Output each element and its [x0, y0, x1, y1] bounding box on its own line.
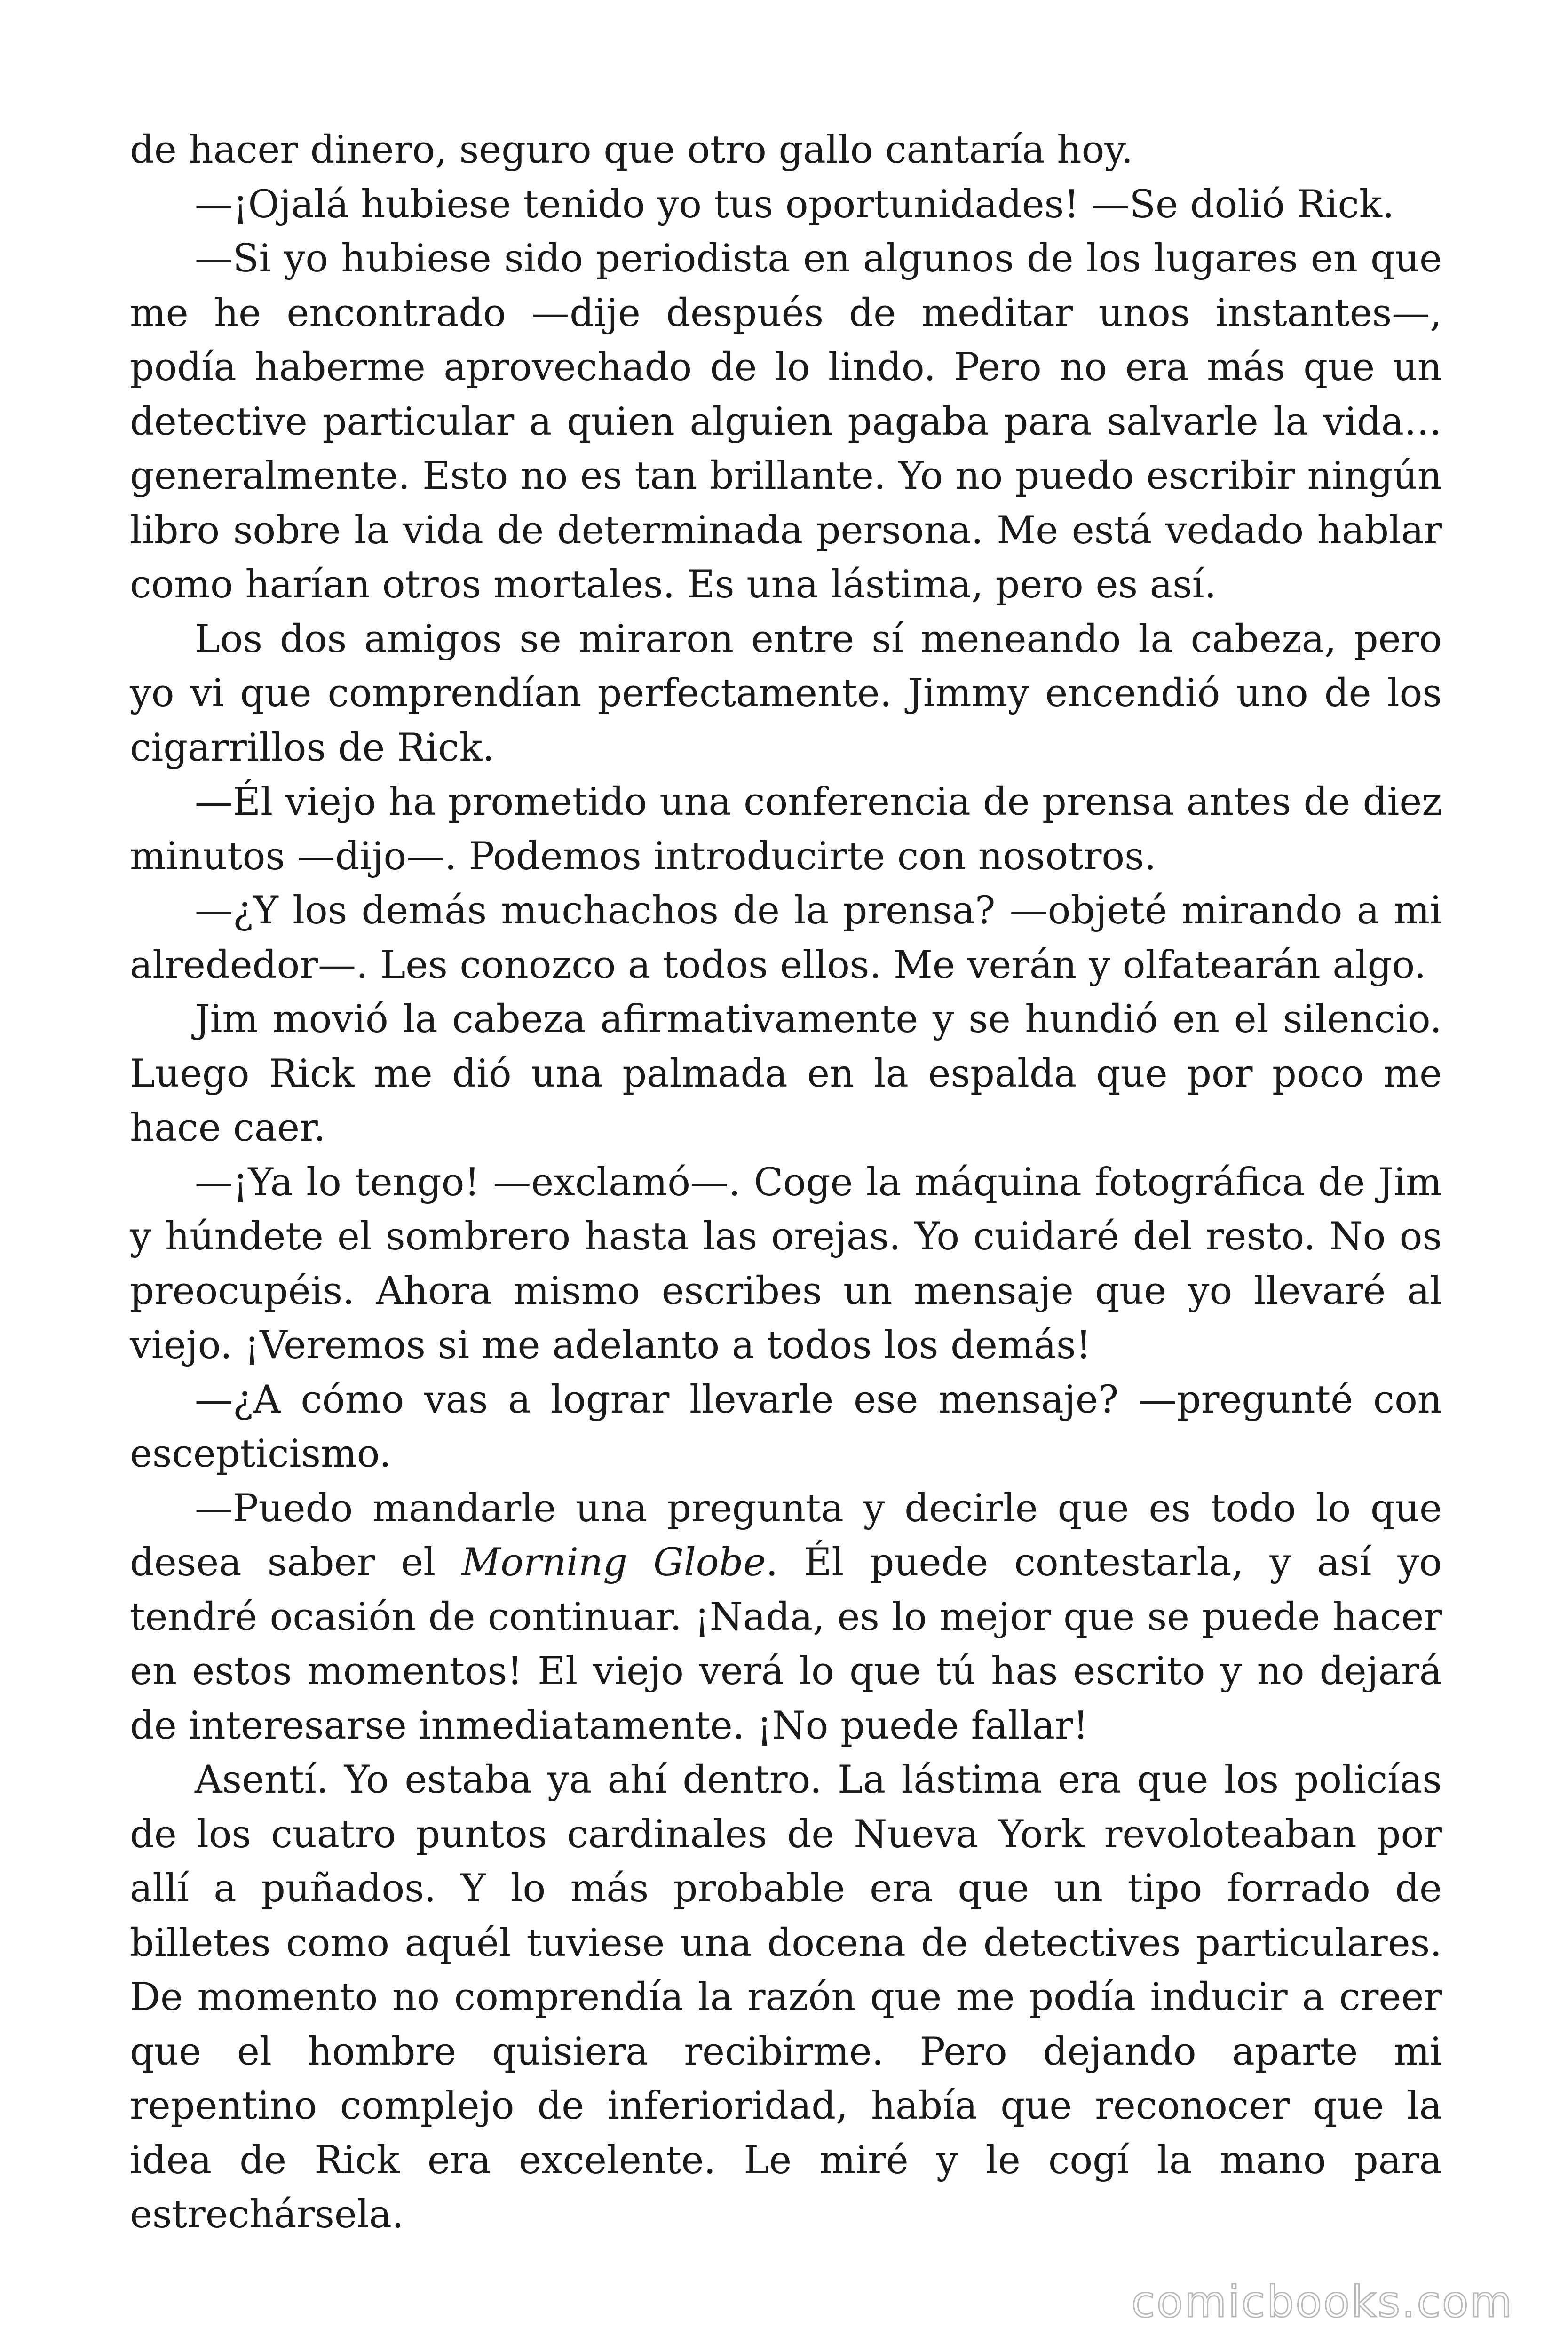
paragraph-5: —Él viejo ha prometido una conferencia de prensa antes de diez minutos —dijo—. Podemos introducirte con nosotros.	[130, 780, 1442, 879]
paragraph-8: —¡Ya lo tengo! —exclamó—. Coge la máquina fotográfica de Jim y húndete el sombrero hasta las orejas. Yo cuidaré del resto. No os preocupéis. Ahora mismo escribes un mensaje que yo llevaré al viejo. ¡Veremos si me adelanto a todos los demás!	[130, 1160, 1442, 1367]
paragraph-1: de hacer dinero, seguro que otro gallo cantaría hoy.	[130, 128, 1133, 172]
paragraph-3: —Si yo hubiese sido periodista en algunos de los lugares en que me he encontrado —dije después de meditar unos instantes—, podía haberme aprovechado de lo lindo. Pero no era más que un detective particular a quien alguien pagaba para salvarle la vida… generalmente. Esto no es tan brillante. Yo no puedo escribir ningún libro sobre la vida de determinada persona. Me está vedado hablar como harían otros mortales. Es una lástima, pero es así.	[130, 237, 1442, 607]
paragraph-2: —¡Ojalá hubiese tenido yo tus oportunidades! —Se dolió Rick.	[195, 182, 1394, 227]
newspaper-title: Morning Globe	[461, 1541, 766, 1585]
paragraph-10	[130, 1482, 1442, 1754]
watermark: comicbooks.com	[1131, 2277, 1513, 2327]
paragraph-10-end: . Él puede contestarla, y así yo tendré ocasión de continuar. ¡Nada, es lo mejor que se puede hacer en estos momentos! El viejo verá lo que tú has escrito y no dejará de interesarse inmediatamente. ¡No puede fallar!	[130, 1541, 1442, 1748]
book-page-text	[130, 123, 1442, 2242]
paragraph-7: Jim movió la cabeza afirmativamente y se hundió en el silencio. Luego Rick me dió una palmada en la espalda que por poco me hace caer.	[130, 997, 1442, 1150]
paragraph-11: Asentí. Yo estaba ya ahí dentro. La lástima era que los policías de los cuatro puntos cardinales de Nueva York revoloteaban por allí a puñados. Y lo más probable era que un tipo forrado de billetes como aquél tuviese una docena de detectives particulares. De momento no comprendía la razón que me podía inducir a creer que el hombre quisiera recibirme. Pero dejando aparte mi repentino complejo de inferioridad, había que reconocer que la idea de Rick era excelente. Le miré y le cogí la mano para estrechársela.	[130, 1758, 1442, 2237]
paragraph-10-start: —Puedo mandarle una pregunta y decirle que es todo lo que desea saber el	[130, 1486, 1442, 1585]
paragraph-9: —¿A cómo vas a lograr llevarle ese mensaje? —pregunté con escepticismo.	[130, 1377, 1442, 1476]
paragraph-6: —¿Y los demás muchachos de la prensa? —objeté mirando a mi alrededor—. Les conozco a todos ellos. Me verán y olfatearán algo.	[130, 889, 1442, 987]
paragraph-4: Los dos amigos se miraron entre sí meneando la cabeza, pero yo vi que comprendían perfectamente. Jimmy encendió uno de los cigarrillos de Rick.	[130, 617, 1442, 770]
